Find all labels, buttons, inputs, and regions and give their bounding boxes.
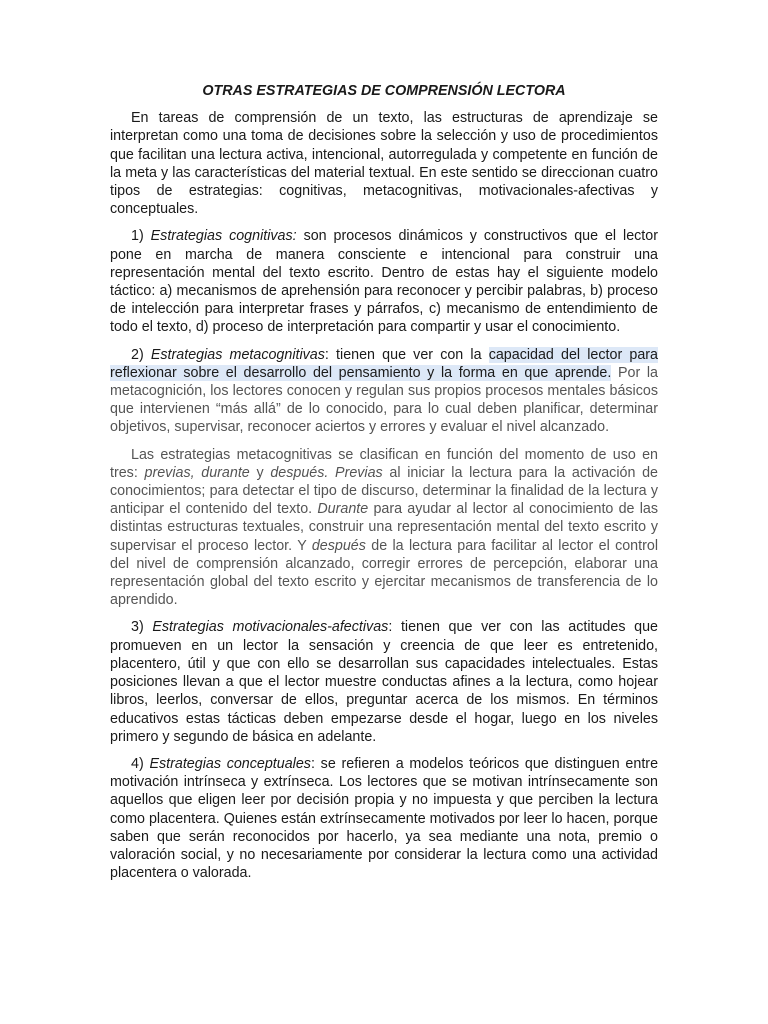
strategy-term: Estrategias motivacionales-afectivas bbox=[152, 619, 389, 636]
highlighted-text[interactable]: capacidad del lector para reflexionar sobre el desarrollo del pensamiento y la forma en que aprende. bbox=[110, 346, 658, 381]
strategy-text-continued: Por la metacognición, los lectores conocen y regulan sus propios procesos mentales básicos que intervienen “más allá” de lo conocido, para lo cual deben planificar, determinar objetivos, supervisar, reconocer aciertos y errores y evaluar el nivel alcanzado. bbox=[110, 364, 659, 436]
document-page bbox=[110, 82, 658, 891]
emphasis-text: después. Previas bbox=[270, 464, 383, 481]
document-title: OTRAS ESTRATEGIAS DE COMPRENSIÓN LECTORA bbox=[202, 83, 566, 99]
intro-paragraph bbox=[110, 109, 658, 218]
strategy-term: Estrategias cognitivas: bbox=[150, 228, 297, 245]
classification-text: para ayudar al lector al conocimiento de las distintas estructuras textuales, construir una representación mental del texto escrito y supervisar el proceso lector. Y bbox=[110, 501, 659, 554]
strategy-term: Estrategias conceptuales bbox=[149, 755, 311, 772]
strategy-text: son procesos dinámicos y constructivos que el lector pone en marcha de manera consciente e intencional para construir una representación mental del texto escrito. Dentro de estas hay el siguiente modelo táctico: a) mecanismos de aprehensión para reconocer y percibir palabras, b) proceso de intelección para interpretar frases y párrafos, c) mecanismo de entendimiento de todo el texto, d) proceso de interpretación para compartir y usar el conocimiento. bbox=[110, 228, 658, 336]
emphasis-text: previas, durante bbox=[144, 464, 250, 481]
strategy-term: Estrategias metacognitivas bbox=[150, 346, 325, 363]
item-number: 1) bbox=[131, 228, 151, 245]
strategy-text: : tienen que ver con la bbox=[324, 346, 489, 363]
classification-text: al iniciar la lectura para la activación de conocimientos; para detectar el tipo de discurso, determinar la finalidad de la lectura y anticipar el contenido del texto. bbox=[110, 464, 659, 518]
classification-text: de la lectura para facilitar al lector el control del nivel de comprensión alcanzado, corregir errores de percepción, elaborar una representación global del texto escrito y ejercitar mecanismos de transferencia de lo aprendido. bbox=[110, 537, 658, 609]
strategy-text: : se refieren a modelos teóricos que distinguen entre motivación intrínseca y extrínseca. Los lectores que se motivan intrínsecamente son aquellos que eligen leer por decisión propia y no impuesta y que perciben la lectura como placentera. Quienes están extrínsecamente motivados por leer lo hacen, porque saben que serán reconocidos por hacerlo, ya sea mediante una nota, premio o valoración social, y no necesariamente por considerar la lectura como una actividad placentera o valorada. bbox=[110, 755, 659, 882]
conceptual-strategies-paragraph bbox=[110, 755, 658, 882]
emphasis-text: Durante bbox=[317, 501, 369, 518]
motivational-strategies-paragraph bbox=[110, 618, 658, 745]
item-number: 4) bbox=[131, 755, 150, 772]
strategy-text: : tienen que ver con las actitudes que promueven en un lector la sensación y creencia de que leer es entretenido, placentero, útil y que con ello se desarrollan sus capacidades intelectuales. Estas posiciones llevan a que el lector muestre conductas afines a la lectura, como hojear libros, leerlos, conversar de ellos, preguntar acerca de los mismos. En términos educativos estas tácticas deben empezarse desde el hogar, luego en los niveles primero y segundo de básica en adelante. bbox=[110, 619, 658, 745]
classification-text: Las estrategias metacognitivas se clasifican en función del momento de uso en tres: bbox=[110, 446, 658, 481]
item-number: 3) bbox=[131, 619, 153, 636]
emphasis-text: después bbox=[311, 537, 366, 554]
item-number: 2) bbox=[131, 346, 151, 363]
metacognitive-classification-paragraph bbox=[110, 446, 658, 610]
classification-text: y bbox=[249, 464, 271, 481]
metacognitive-strategies-paragraph bbox=[110, 346, 658, 437]
intro-text: En tareas de comprensión de un texto, las estructuras de aprendizaje se interpretan como una toma de decisiones sobre la selección y uso de procedimientos que facilitan una lectura activa, intencional, autorregulada y competente en función de la meta y las características del material textual. En este sentido se direccionan cuatro tipos de estrategias: cognitivas, metacognitivas, motivacionales-afectivas y conceptuales. bbox=[110, 110, 658, 218]
cognitive-strategies-paragraph bbox=[110, 227, 658, 336]
